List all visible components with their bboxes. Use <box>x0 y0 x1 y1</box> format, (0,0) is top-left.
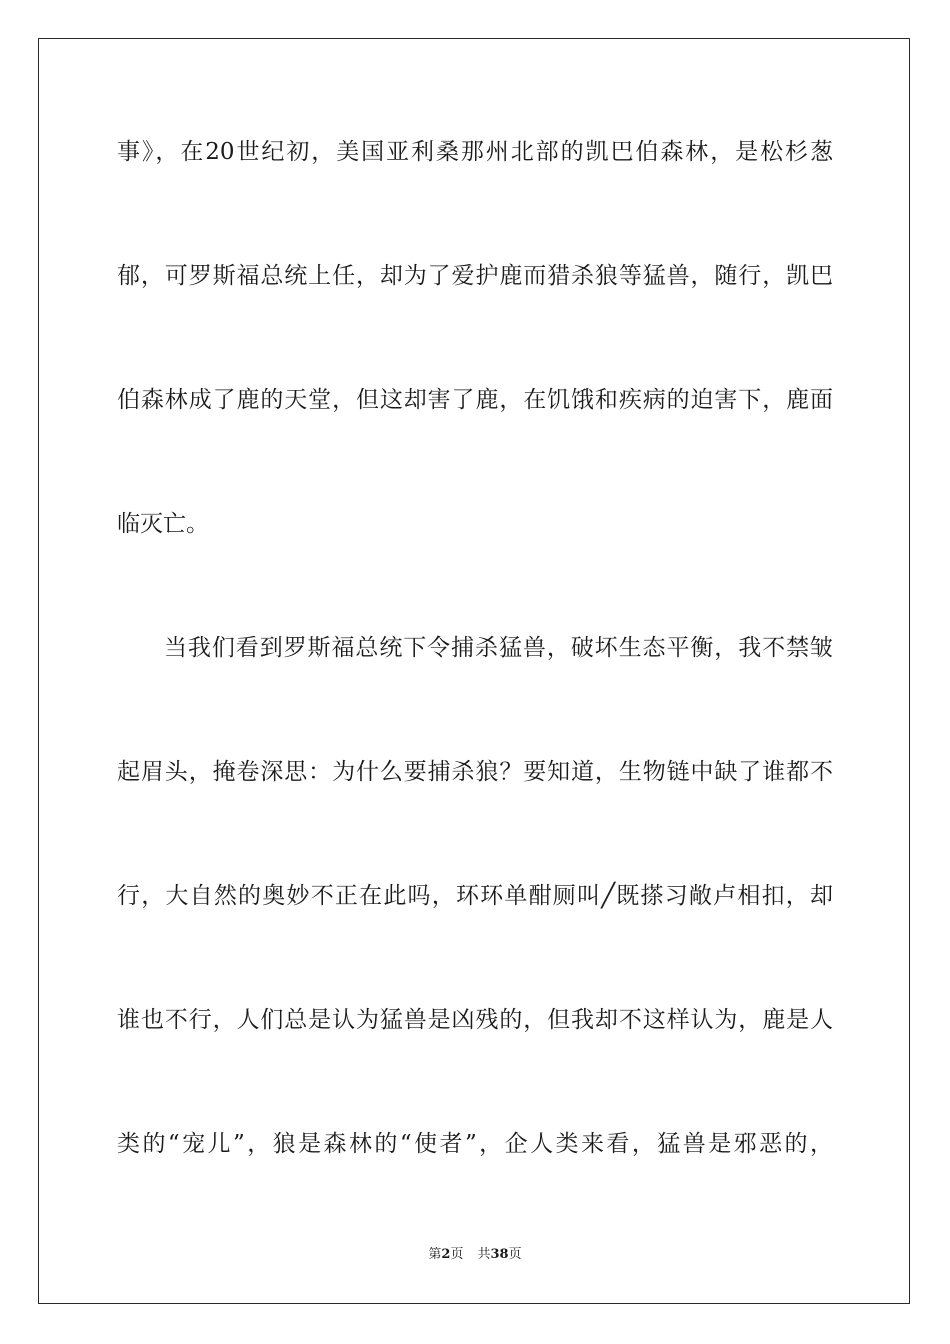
text-line: 郁，可罗斯福总统上任，却为了爱护鹿而猎杀狼等猛兽，随行，凯巴 <box>117 263 833 289</box>
text-line: 类的“宠儿”，狼是森林的“使者”，企人类来看，猛兽是邪恶的， <box>117 1131 833 1157</box>
paragraph-first-line: 当我们看到罗斯福总统下令捕杀猛兽，破坏生态平衡，我不禁皱 <box>164 635 833 661</box>
text-line: 谁也不行，人们总是认为猛兽是凶残的，但我却不这样认为，鹿是人 <box>117 1007 833 1033</box>
text-line: 伯森林成了鹿的天堂，但这却害了鹿，在饥饿和疾病的迫害下，鹿面 <box>117 387 833 413</box>
text-line: 临灭亡。 <box>117 511 209 537</box>
text-line: 行，大自然的奥妙不正在此吗，环环单酣厕叫╱既搽习敞卢相扣，却 <box>117 883 833 909</box>
page-indicator: 第2页 <box>428 1247 464 1262</box>
page-border <box>38 38 910 1304</box>
total-pages-indicator: 共38页 <box>477 1247 522 1262</box>
page-footer <box>0 1246 950 1264</box>
text-line: 事》，在20世纪初，美国亚利桑那州北部的凯巴伯森林，是松杉葱 <box>117 139 833 165</box>
text-line: 起眉头，掩卷深思：为什么要捕杀狼？要知道，生物链中缺了谁都不 <box>117 759 833 785</box>
